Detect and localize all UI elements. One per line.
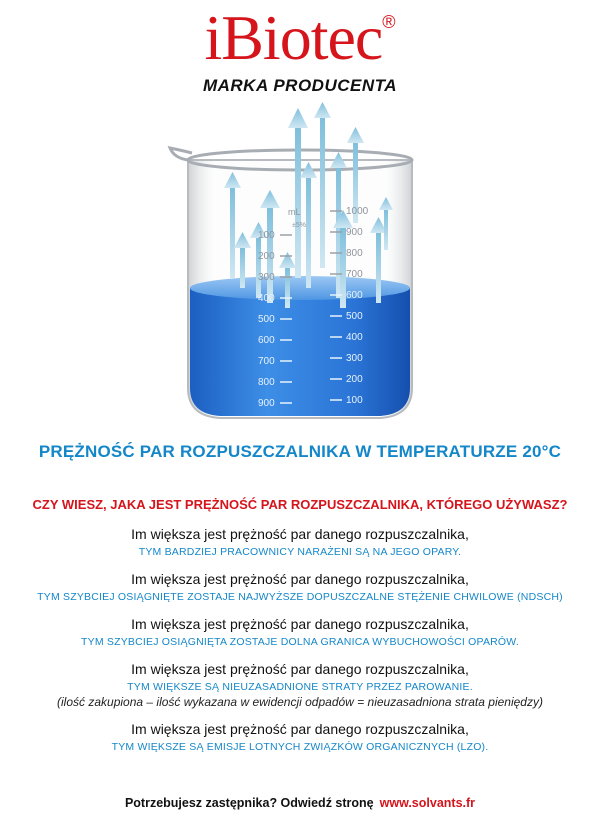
- scale-label: 200: [258, 251, 275, 262]
- scale-label: 100: [346, 395, 363, 406]
- scale-label: 900: [258, 398, 275, 409]
- unit-label: mL: [288, 207, 301, 217]
- brand-logo: [0, 4, 600, 72]
- beaker-illustration: [160, 98, 440, 433]
- scale-label: 400: [346, 332, 363, 343]
- point-detail: TYM SZYBCIEJ OSIĄGNIĘTE ZOSTAJE NAJWYŻSZE DOPUSZCZALNE STĘŻENIE CHWILOWE (NDSCH): [37, 591, 563, 603]
- point-item: [0, 570, 600, 605]
- scale-label: 200: [346, 374, 363, 385]
- point-detail: TYM WIĘKSZE SĄ NIEUZASADNIONE STRATY PRZEZ PAROWANIE.: [127, 681, 473, 693]
- point-lead: Im większa jest prężność par danego rozpuszczalnika,: [131, 661, 469, 677]
- footer-text: Potrzebujesz zastępnika? Odwiedź stronę: [124, 796, 374, 810]
- website-link[interactable]: www.solvants.fr: [379, 796, 476, 810]
- logo-wordmark: iBiotec: [204, 2, 383, 73]
- scale-label: 600: [258, 335, 275, 346]
- scale-label: 300: [258, 272, 275, 283]
- point-item: [0, 615, 600, 650]
- point-note: (ilość zakupiona – ilość wykazana w ewidencji odpadów = nieuzasadniona strata pieniędzy): [57, 695, 543, 709]
- point-item: [0, 660, 600, 710]
- scale-label: 100: [258, 230, 275, 241]
- point-item: [0, 525, 600, 560]
- point-detail: TYM SZYBCIEJ OSIĄGNIĘTA ZOSTAJE DOLNA GRANICA WYBUCHOWOŚCI OPARÓW.: [81, 636, 519, 648]
- points-list: [0, 525, 600, 765]
- question-heading: CZY WIESZ, JAKA JEST PRĘŻNOŚĆ PAR ROZPUSZCZALNIKA, KTÓREGO UŻYWASZ?: [32, 497, 568, 512]
- scale-label: 900: [346, 227, 363, 238]
- point-lead: Im większa jest prężność par danego rozpuszczalnika,: [131, 526, 469, 542]
- footer: [0, 796, 600, 810]
- point-lead: Im większa jest prężność par danego rozpuszczalnika,: [131, 616, 469, 632]
- scale-label: 500: [258, 314, 275, 325]
- scale-label: 700: [258, 356, 275, 367]
- registered-mark: ®: [382, 12, 396, 32]
- point-lead: Im większa jest prężność par danego rozpuszczalnika,: [131, 571, 469, 587]
- main-title: PRĘŻNOŚĆ PAR ROZPUSZCZALNIKA W TEMPERATURZE 20°C: [38, 442, 562, 461]
- scale-label: 500: [346, 311, 363, 322]
- point-lead: Im większa jest prężność par danego rozpuszczalnika,: [131, 721, 469, 737]
- scale-label: 800: [258, 377, 275, 388]
- point-detail: TYM WIĘKSZE SĄ EMISJE LOTNYCH ZWIĄZKÓW ORGANICZNYCH (LZO).: [111, 741, 489, 753]
- logo-tagline: MARKA PRODUCENTA: [202, 76, 398, 95]
- scale-label: 600: [346, 290, 363, 301]
- scale-label: 800: [346, 248, 363, 259]
- scale-label: 700: [346, 269, 363, 280]
- tolerance-label: ±5%: [292, 222, 306, 229]
- scale-label: 400: [258, 293, 275, 304]
- scale-label: 1000: [346, 206, 369, 217]
- point-detail: TYM BARDZIEJ PRACOWNICY NARAŻENI SĄ NA JEGO OPARY.: [138, 546, 462, 558]
- point-item: [0, 720, 600, 755]
- scale-label: 300: [346, 353, 363, 364]
